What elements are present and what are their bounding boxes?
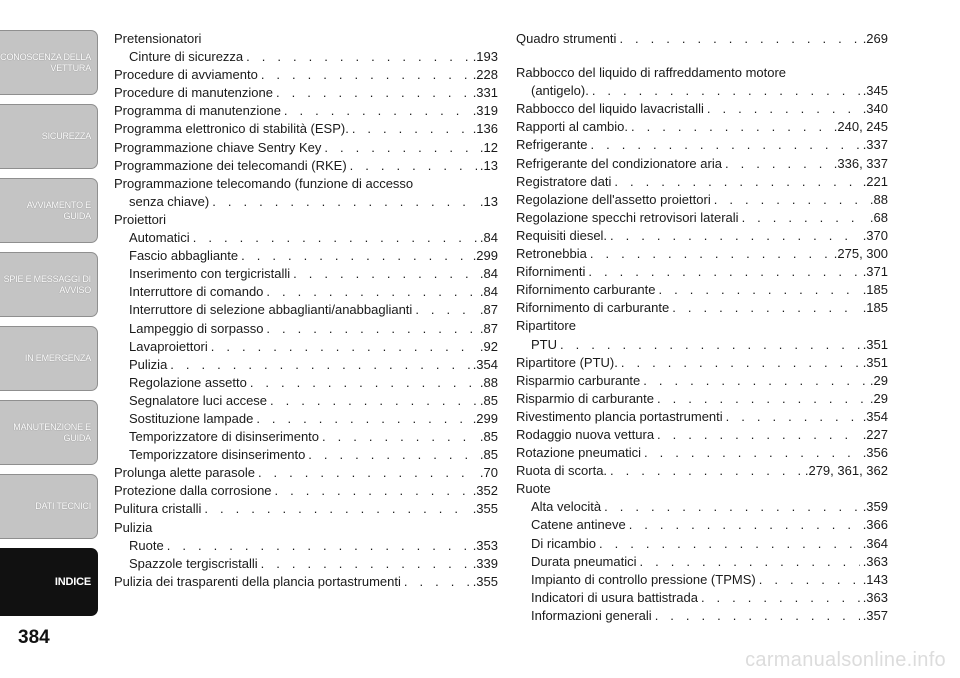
dot-leader <box>759 571 860 589</box>
index-entry <box>114 265 498 283</box>
index-entry-text: Programma elettronico di stabilità (ESP). <box>114 121 349 137</box>
dot-leader <box>241 247 470 265</box>
index-entry-page: .279, 361, 362 <box>804 463 888 479</box>
section-tabs <box>0 0 104 678</box>
index-entry-page: .12 <box>479 139 498 155</box>
index-entry-page: .269 <box>862 31 888 46</box>
index-entry-page: .359 <box>862 499 888 515</box>
dot-leader <box>284 102 470 120</box>
index-entry-page: .228 <box>472 67 498 83</box>
index-entry <box>114 48 498 66</box>
index-entry-text: Temporizzatore di disinserimento <box>129 429 320 445</box>
index-entry <box>114 446 498 464</box>
index-entry-page: .227 <box>862 426 888 442</box>
index-entry-text: Rapporti al cambio. <box>516 119 628 135</box>
dot-leader <box>276 84 470 102</box>
watermark: carmanualsonline.info <box>745 649 946 671</box>
dot-leader <box>707 100 860 118</box>
index-entry-text: Lavaproiettori <box>129 338 208 354</box>
index-entry-page: .185 <box>862 282 888 298</box>
dot-leader <box>644 444 860 462</box>
tab-avviamento-e-guida[interactable] <box>0 178 98 243</box>
index-column-right <box>516 30 888 625</box>
index-entry <box>516 155 888 173</box>
index-entry-page: .364 <box>862 535 888 551</box>
index-entry-text: Regolazione assetto <box>129 374 247 390</box>
index-entry <box>516 263 888 281</box>
index-entry-text: Requisiti diesel. <box>516 227 608 243</box>
index-entry <box>114 356 498 374</box>
index-entry-text: Procedure di manutenzione <box>114 85 273 101</box>
index-entry <box>516 281 888 299</box>
dot-leader <box>726 408 860 426</box>
dot-leader <box>610 462 802 480</box>
dot-leader <box>640 553 860 571</box>
dot-leader <box>258 464 477 482</box>
index-entry-text: Retronebbia <box>516 246 587 262</box>
index-entry-page: .366 <box>862 517 888 533</box>
index-entry-page: .143 <box>862 571 888 587</box>
dot-leader <box>655 607 860 625</box>
index-entry-text: Rodaggio nuova vettura <box>516 426 655 442</box>
index-entry <box>114 139 498 157</box>
index-entry-text: Regolazione specchi retrovisori laterali <box>516 209 739 225</box>
index-entry-text: Pretensionatori <box>114 31 202 46</box>
index-entry-text: Ripartitore <box>516 318 576 334</box>
index-entry-page: .68 <box>869 209 888 225</box>
dot-leader <box>619 30 859 48</box>
index-entry <box>114 428 498 446</box>
tab-label: IN EMERGENZA <box>24 353 91 363</box>
index-entry <box>516 82 888 100</box>
index-entry-page: .355 <box>472 501 498 517</box>
dot-leader <box>604 498 860 516</box>
index-entry <box>516 118 888 136</box>
index-entry-page: .29 <box>869 372 888 388</box>
index-entry-text: Fascio abbagliante <box>129 248 239 264</box>
index-entry <box>114 211 498 229</box>
index-entry-text: Risparmio carburante <box>516 372 641 388</box>
index-entry <box>516 516 888 534</box>
dot-leader <box>266 320 477 338</box>
dot-leader <box>599 535 860 553</box>
index-entry-page: .355 <box>472 573 498 589</box>
index-entry-text: Pulizia <box>114 519 153 535</box>
dot-leader <box>204 500 469 518</box>
dot-leader <box>614 173 859 191</box>
index-entry-text: Registratore dati <box>516 173 612 189</box>
index-entry-page: .84 <box>479 284 498 300</box>
index-entry-text: Rotazione pneumatici <box>516 445 642 461</box>
dot-leader <box>560 336 860 354</box>
index-entry-page: .353 <box>472 537 498 553</box>
tab-label: MANUTENZIONE E GUIDA <box>13 421 91 443</box>
index-entry-text: Programmazione dei telecomandi (RKE) <box>114 157 347 173</box>
index-entry <box>516 336 888 354</box>
index-entry-text: Proiettori <box>114 211 167 227</box>
dot-leader <box>256 410 469 428</box>
index-entry-text: Informazioni generali <box>531 607 652 623</box>
tab-spie-e-messaggi[interactable] <box>0 252 98 317</box>
index-entry <box>114 482 498 500</box>
dot-leader <box>714 191 867 209</box>
index-entry-text: Inserimento con tergicristalli <box>129 266 291 282</box>
index-entry <box>516 426 888 444</box>
dot-leader <box>657 390 867 408</box>
index-entry <box>114 30 498 48</box>
index-entry-page: .87 <box>479 320 498 336</box>
index-entry-page: .13 <box>479 193 498 209</box>
index-entry-text: Ruote <box>129 537 164 553</box>
index-entry-text: Segnalatore luci accese <box>129 392 268 408</box>
index-entry-page: .84 <box>479 230 498 246</box>
dot-leader <box>621 354 860 372</box>
index-entry-page: .185 <box>862 300 888 316</box>
dot-leader <box>266 283 477 301</box>
index-entry-page: .221 <box>862 173 888 189</box>
index-entry-text: Rifornimento di carburante <box>516 300 670 316</box>
index-entry-text: Quadro strumenti <box>516 31 617 46</box>
index-entry-page: .92 <box>479 338 498 354</box>
index-entry <box>114 301 498 319</box>
index-entry <box>516 191 888 209</box>
tab-conoscenza-della-vettura[interactable] <box>0 30 98 95</box>
dot-leader <box>701 589 860 607</box>
index-entry <box>114 573 498 591</box>
dot-leader <box>322 428 477 446</box>
index-entry-page: .87 <box>479 302 498 318</box>
index-entry <box>516 444 888 462</box>
index-entry-text: Di ricambio <box>531 535 597 551</box>
dot-leader <box>324 139 477 157</box>
index-entry-page: .85 <box>479 447 498 463</box>
index-entry-text: Pulitura cristalli <box>114 501 202 517</box>
index-entry <box>516 408 888 426</box>
index-entry <box>516 136 888 154</box>
dot-leader <box>170 356 469 374</box>
index-entry-page: .339 <box>472 555 498 571</box>
index-entry <box>516 30 888 48</box>
dot-leader <box>629 516 860 534</box>
index-entry <box>516 372 888 390</box>
index-entry <box>516 317 888 335</box>
index-entry-text: Interruttore di selezione abbaglianti/anabbaglianti <box>129 302 413 318</box>
index-entry-page: .299 <box>472 248 498 264</box>
index-entry-page: .371 <box>862 264 888 280</box>
index-entry-text: (antigelo). <box>531 83 589 99</box>
tab-dati-tecnici[interactable] <box>0 474 98 539</box>
index-entry <box>114 157 498 175</box>
index-entry <box>516 354 888 372</box>
dot-leader <box>415 301 477 319</box>
index-entry <box>114 320 498 338</box>
dot-leader <box>672 299 859 317</box>
index-entry <box>516 209 888 227</box>
index-entry-text: Prolunga alette parasole <box>114 465 255 481</box>
index-entry-text: Interruttore di comando <box>129 284 264 300</box>
index-entry-text: Rivestimento plancia portastrumenti <box>516 408 723 424</box>
dot-leader <box>246 48 470 66</box>
index-entry-page: .299 <box>472 410 498 426</box>
tab-label: DATI TECNICI <box>35 501 91 511</box>
index-entry <box>114 555 498 573</box>
index-entry-page: .85 <box>479 392 498 408</box>
dot-leader <box>212 193 477 211</box>
index-entry-text: Programmazione telecomando (funzione di accesso <box>114 175 414 191</box>
dot-leader <box>261 66 470 84</box>
dot-leader <box>270 392 477 410</box>
index-entry <box>516 480 888 498</box>
dot-leader <box>742 209 867 227</box>
index-entry-page: .240, 245 <box>833 119 888 135</box>
index-entry <box>114 84 498 102</box>
index-entry <box>516 498 888 516</box>
index-entry <box>114 374 498 392</box>
index-entry-page: .363 <box>862 553 888 569</box>
index-entry-text: Rifornimenti <box>516 264 586 280</box>
tab-label: CONOSCENZA DELLA VETTURA <box>0 51 91 73</box>
index-entry-page: .351 <box>862 336 888 352</box>
index-entry <box>114 392 498 410</box>
index-entry <box>114 66 498 84</box>
index-entry <box>114 338 498 356</box>
dot-leader <box>591 136 860 154</box>
index-entry <box>114 537 498 555</box>
index-entry-text: Impianto di controllo pressione (TPMS) <box>531 571 756 587</box>
index-entry <box>516 100 888 118</box>
index-entry-page: .193 <box>472 49 498 65</box>
index-entry-text: Spazzole tergiscristalli <box>129 555 258 571</box>
dot-leader <box>352 120 470 138</box>
tab-indice[interactable] <box>0 548 98 616</box>
index-entry-page: .337 <box>862 137 888 153</box>
dot-leader <box>643 372 867 390</box>
tab-sicurezza[interactable] <box>0 104 98 169</box>
index-entry-text: Durata pneumatici <box>531 553 637 569</box>
index-entry-text: Rifornimento carburante <box>516 282 656 298</box>
index-entry-text: Regolazione dell'assetto proiettori <box>516 191 711 207</box>
index-entry-text: Temporizzatore disinserimento <box>129 447 306 463</box>
index-entry <box>114 464 498 482</box>
dot-leader <box>657 426 860 444</box>
index-entry-page: .345 <box>862 83 888 99</box>
tab-label: SICUREZZA <box>41 131 91 141</box>
index-entry <box>114 193 498 211</box>
index-entry-text: Ruota di scorta. <box>516 463 608 479</box>
index-column-left <box>114 30 498 591</box>
index-entry <box>516 535 888 553</box>
index-entry <box>114 283 498 301</box>
dot-leader <box>404 573 470 591</box>
dot-leader <box>193 229 477 247</box>
index-entry-page: .336, 337 <box>833 155 888 171</box>
dot-leader <box>350 157 477 175</box>
index-entry-page: .370 <box>862 227 888 243</box>
index-entry-text: Catene antineve <box>531 517 626 533</box>
index-entry-text: Protezione dalla corrosione <box>114 483 272 499</box>
index-entry-page: .340 <box>862 101 888 117</box>
index-entry-page: .351 <box>862 354 888 370</box>
index-entry <box>516 299 888 317</box>
index-entry-page: .319 <box>472 103 498 119</box>
index-entry-page: .88 <box>479 374 498 390</box>
index-entry-text: Rabbocco del liquido di raffreddamento motore <box>516 65 787 81</box>
index-entry-text: PTU <box>531 336 557 352</box>
dot-leader <box>275 482 470 500</box>
index-entry-text: Programma di manutenzione <box>114 103 281 119</box>
index-entry-text: Alta velocità <box>531 499 602 515</box>
index-entry <box>114 247 498 265</box>
index-entry <box>516 173 888 191</box>
dot-leader <box>588 263 859 281</box>
index-entry-page: .352 <box>472 483 498 499</box>
dot-leader <box>725 155 831 173</box>
dot-leader <box>590 245 831 263</box>
index-entry <box>516 553 888 571</box>
index-entry-text: Programmazione chiave Sentry Key <box>114 139 322 155</box>
index-entry-page: .354 <box>862 408 888 424</box>
tab-label: INDICE <box>54 575 91 588</box>
dot-leader <box>293 265 477 283</box>
index-entry-text: senza chiave) <box>129 193 210 209</box>
index-entry <box>516 607 888 625</box>
index-entry <box>516 390 888 408</box>
dot-leader <box>308 446 477 464</box>
index-entry <box>114 500 498 518</box>
index-entry-page: .356 <box>862 445 888 461</box>
dot-leader <box>167 537 470 555</box>
index-entry-text: Refrigerante del condizionatore aria <box>516 155 722 171</box>
tab-label: SPIE E MESSAGGI DI AVVISO <box>3 273 91 295</box>
dot-leader <box>211 338 477 356</box>
index-entry <box>114 120 498 138</box>
index-entry-text: Pulizia <box>129 356 168 372</box>
index-entry-text: Procedure di avviamento <box>114 67 258 83</box>
index-entry <box>516 245 888 263</box>
index-entry-text: Lampeggio di sorpasso <box>129 320 264 336</box>
index-entry-page: .354 <box>472 356 498 372</box>
index-entry-page: .84 <box>479 266 498 282</box>
index-entry-text: Ripartitore (PTU). <box>516 354 618 370</box>
index-entry-text: Risparmio di carburante <box>516 390 655 406</box>
index-entry-text: Indicatori di usura battistrada <box>531 589 698 605</box>
index-entry <box>516 227 888 245</box>
dot-leader <box>610 227 860 245</box>
index-entry <box>516 589 888 607</box>
page-number: 384 <box>18 627 50 648</box>
index-entry-text: Refrigerante <box>516 137 588 153</box>
index-entry-page: .275, 300 <box>833 246 888 262</box>
index-entry-text: Rabbocco del liquido lavacristalli <box>516 101 704 117</box>
index-entry <box>516 462 888 480</box>
tab-in-emergenza[interactable] <box>0 326 98 391</box>
dot-leader <box>658 281 859 299</box>
index-entry-page: .70 <box>479 465 498 481</box>
index-entry <box>516 571 888 589</box>
index-entry-text: Sostituzione lampade <box>129 410 254 426</box>
index-entry-page: .363 <box>862 589 888 605</box>
tab-label: AVVIAMENTO E GUIDA <box>26 199 91 221</box>
index-entry-page: .331 <box>472 85 498 101</box>
index-entry-text: Ruote <box>516 481 551 497</box>
index-entry <box>114 229 498 247</box>
index-entry <box>114 175 498 193</box>
index-entry-page: .85 <box>479 429 498 445</box>
tab-manutenzione-e-guida[interactable] <box>0 400 98 465</box>
dot-leader <box>261 555 470 573</box>
dot-leader <box>592 82 860 100</box>
index-entry-page: .136 <box>472 121 498 137</box>
dot-leader <box>250 374 477 392</box>
index-entry-page: .357 <box>862 607 888 623</box>
index-entry-text: Cinture di sicurezza <box>129 49 244 65</box>
index-entry-page: .88 <box>869 191 888 207</box>
dot-leader <box>631 118 831 136</box>
index-entry-page: .29 <box>869 390 888 406</box>
index-entry <box>114 102 498 120</box>
index-entry <box>516 64 888 82</box>
index-entry <box>114 410 498 428</box>
index-entry-text: Automatici <box>129 230 190 246</box>
index-entry <box>114 519 498 537</box>
index-entry-text: Pulizia dei trasparenti della plancia portastrumenti <box>114 573 401 589</box>
index-entry-page: .13 <box>479 157 498 173</box>
